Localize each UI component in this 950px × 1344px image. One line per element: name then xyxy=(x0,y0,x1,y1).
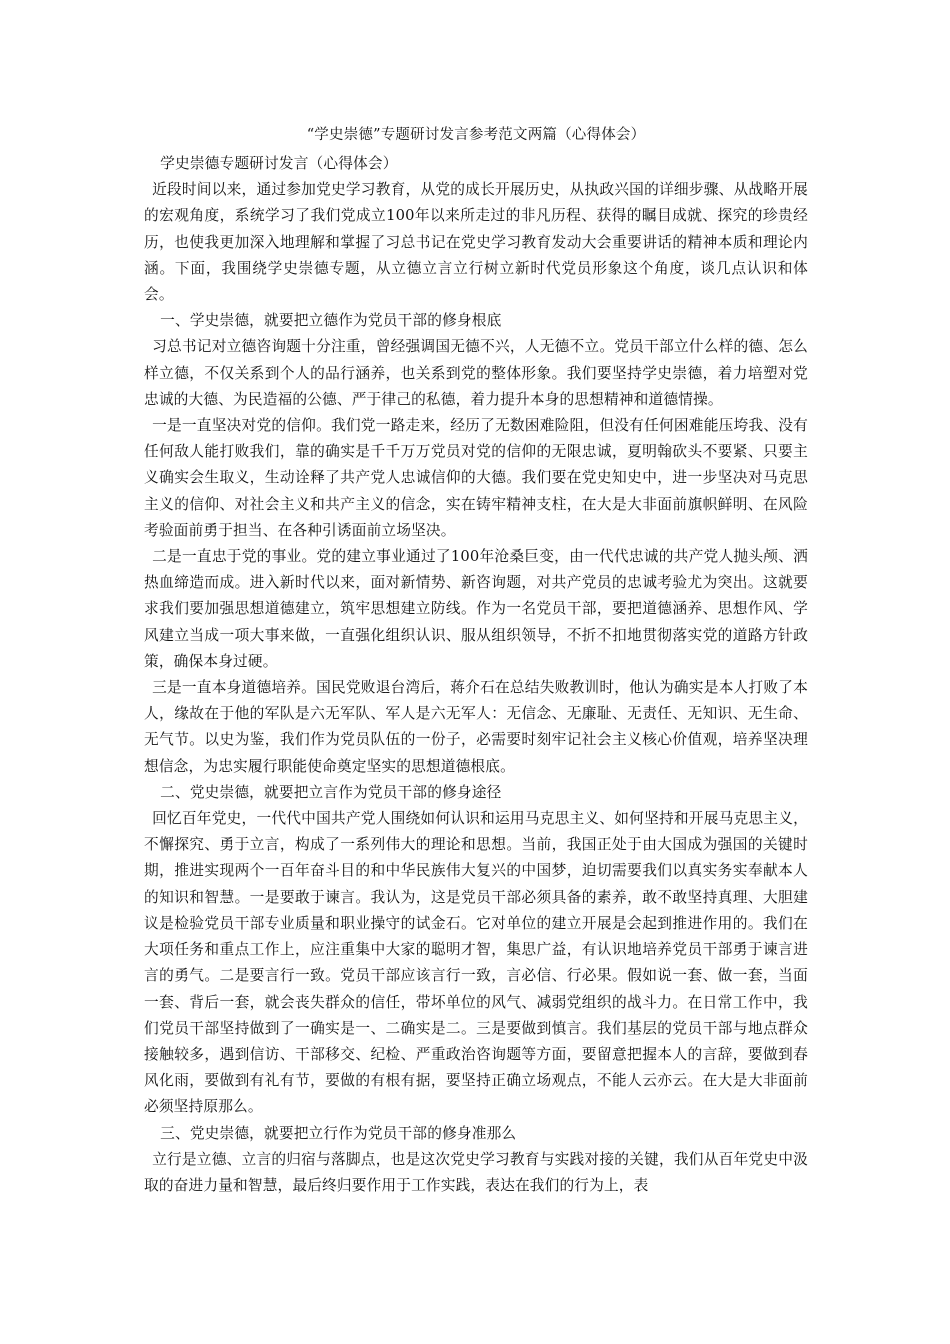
document-body xyxy=(144,122,808,1199)
paragraph-section-1: 习总书记对立德咨询题十分注重，曾经强调国无德不兴，人无德不立。党员干部立什么样的德、怎么样立德，不仅关系到个人的品行涵养，也关系到党的整体形象。我们要坚持学史崇德，着力培塑对党忠诚的大德、为民造福的公德、严于律己的私德，着力提升本身的思想精神和道德情操。 xyxy=(144,338,808,408)
paragraph-point-2: 二是一直忠于党的事业。党的建立事业通过了100年沧桑巨变，由一代代忠诚的共产党人抛头颅、洒热血缔造而成。进入新时代以来，面对新情势、新咨询题，对共产党员的忠诚考验尤为突出。这就要求我们要加强思想道德建立，筑牢思想建立防线。作为一名党员干部，要把道德涵养、思想作风、学风建立当成一项大事来做，一直强化组织认识、服从组织领导，不折不扣地贯彻落实党的道路方针政策，确保本身过硬。 xyxy=(144,548,808,670)
paragraph-point-3: 三是一直本身道德培养。国民党败退台湾后，蒋介石在总结失败教训时，他认为确实是本人打败了本人，缘故在于他的军队是六无军队、军人是六无军人：无信念、无廉耻、无责任、无知识、无生命、无气节。以史为鉴，我们作为党员队伍的一份子，必需要时刻牢记社会主义核心价值观，培养坚决理想信念，为忠实履行职能使命奠定坚实的思想道德根底。 xyxy=(144,679,808,775)
section-heading-3: 三、党史崇德，就要把立行作为党员干部的修身准那么 xyxy=(160,1124,517,1142)
section-heading-2: 二、党史崇德，就要把立言作为党员干部的修身途径 xyxy=(160,783,502,801)
paragraph-point-1: 一是一直坚决对党的信仰。我们党一路走来，经历了无数困难险阻，但没有任何困难能压垮我、没有任何敌人能打败我们，靠的确实是千千万万党员对党的信仰的无限忠诚，夏明翰砍头不要紧、只要主义确实会生取义，生动诠释了共产党人忠诚信仰的大德。我们要在党史知史中，进一步坚决对马克思主义的信仰、对社会主义和共产主义的信念，实在铸牢精神支柱，在大是大非面前旗帜鲜明、在风险考验面前勇于担当、在各种引诱面前立场坚决。 xyxy=(144,417,808,539)
paragraph-intro: 近段时间以来，通过参加党史学习教育，从党的成长开展历史，从执政兴国的详细步骤、从战略开展的宏观角度，系统学习了我们党成立100年以来所走过的非凡历程、获得的瞩目成就、探究的珍贵经历，也使我更加深入地理解和掌握了习总书记在党史学习教育发动大会重要讲话的精神本质和理论内涵。下面，我围绕学史崇德专题，从立德立言立行树立新时代党员形象这个角度，谈几点认识和体会。 xyxy=(144,181,808,304)
document-title: “学史崇德”专题研讨发言参考范文两篇（心得体会） xyxy=(306,127,646,143)
section-heading-1: 一、学史崇德，就要把立德作为党员干部的修身根底 xyxy=(160,312,502,330)
paragraph-section-2: 回忆百年党史，一代代中国共产党人围绕如何认识和运用马克思主义、如何坚持和开展马克思主义，不懈探究、勇于立言，构成了一系列伟大的理论和思想。当前，我国正处于由大国成为强国的关键时期，推进实现两个一百年奋斗目的和中华民族伟大复兴的中国梦，迫切需要我们以真实务实奉献本人的知识和智慧。一是要敢于谏言。我认为，这是党员干部必须具备的素养，敢不敢坚持真理、大胆建议是检验党员干部专业质量和职业操守的试金石。它对单位的建立开展是会起到推进作用的。我们在大项任务和重点工作上，应注重集中大家的聪明才智，集思广益，有认识地培养党员干部勇于谏言进言的勇气。二是要言行一致。党员干部应该言行一致，言必信、行必果。假如说一套、做一套，当面一套、背后一套，就会丧失群众的信任，带坏单位的风气、减弱党组织的战斗力。在日常工作中，我们党员干部坚持做到了一确实是一、二确实是二。三是要做到慎言。我们基层的党员干部与地点群众接触较多，遇到信访、干部移交、纪检、严重政治咨询题等方面，要留意把握本人的言辞，要做到春风化雨，要做到有礼有节，要做的有根有据，要坚持正确立场观点，不能人云亦云。在大是大非面前必须坚持原那么。 xyxy=(144,810,808,1116)
paragraph-section-3: 立行是立德、立言的归宿与落脚点，也是这次党史学习教育与实践对接的关键，我们从百年党史中汲取的奋进力量和智慧，最后终归要作用于工作实践，表达在我们的行为上，表 xyxy=(144,1150,808,1194)
document-subtitle: 学史崇德专题研讨发言（心得体会） xyxy=(160,155,398,172)
